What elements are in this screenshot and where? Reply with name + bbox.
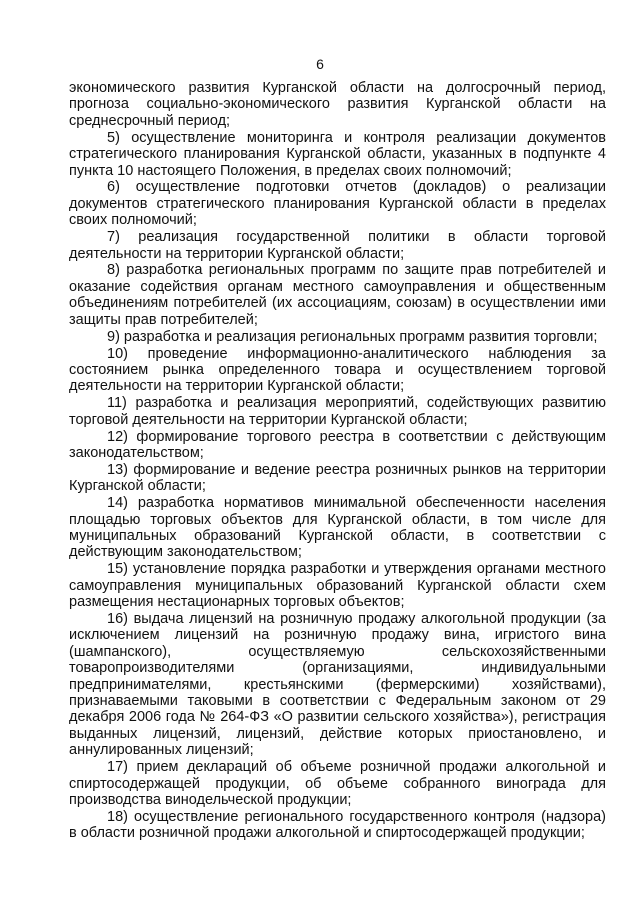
paragraph: 16) выдача лицензий на розничную продажу алкогольной продукции (за исключением лицензий на розничную продажу вина, игристого вина (шампанского), осуществляемую сельскохозяйственными товаропроизводителями (организациями, индивидуальными предпринимателями, крестьянскими (фермерскими) хозяйствами), признаваемыми таковыми в соответствии с Федеральным законом от 29 декабря 2006 года № 264-ФЗ «О развитии сельского хозяйства»), регистрация выданных лицензий, лицензий, действие которых приостановлено, и аннулированных лицензий; (69, 611, 606, 759)
paragraph: 8) разработка региональных программ по защите прав потребителей и оказание содействия органам местного самоуправления и общественным объединениям потребителей (их ассоциациям, союзам) в осуществлении ими защиты прав потребителей; (69, 262, 606, 328)
page-number: 6 (316, 56, 324, 72)
paragraph: экономического развития Курганской области на долгосрочный период, прогноза социально-экономического развития Курганской области на среднесрочный период; (69, 80, 606, 129)
paragraph: 6) осуществление подготовки отчетов (докладов) о реализации документов стратегического планирования Курганской области в пределах своих полномочий; (69, 179, 606, 229)
paragraph: 13) формирование и ведение реестра розничных рынков на территории Курганской области; (69, 461, 606, 495)
paragraph: 15) установление порядка разработки и утверждения органами местного самоуправления муниципальных образований Курганской области схем размещения нестационарных торговых объектов; (69, 561, 606, 611)
paragraph: 17) прием деклараций об объеме розничной продажи алкогольной и спиртосодержащей продукции, об объеме собранного винограда для производства винодельческой продукции; (69, 759, 606, 808)
paragraph: 12) формирование торгового реестра в соответствии с действующим законодательством; (69, 428, 606, 461)
document-body (69, 80, 606, 842)
paragraph: 7) реализация государственной политики в области торговой деятельности на территории Курганской области; (69, 229, 606, 262)
paragraph: 5) осуществление мониторинга и контроля реализации документов стратегического планирования Курганской области, указанных в подпункте 4 пункта 10 настоящего Положения, в пределах своих полномочий; (69, 129, 606, 179)
paragraph: 11) разработка и реализация мероприятий, содействующих развитию торговой деятельности на территории Курганской области; (69, 395, 606, 428)
paragraph: 14) разработка нормативов минимальной обеспеченности населения площадью торговых объектов для Курганской области, в том числе для муниципальных образований Курганской области, в соответствии с действующим законодательством; (69, 495, 606, 561)
paragraph: 9) разработка и реализация региональных программ развития торговли; (107, 328, 598, 345)
paragraph: 10) проведение информационно-аналитического наблюдения за состоянием рынка определенного товара и осуществлением торговой деятельности на территории Курганской области; (69, 345, 606, 395)
paragraph: 18) осуществление регионального государственного контроля (надзора) в области розничной продажи алкогольной и спиртосодержащей продукции; (69, 808, 606, 842)
